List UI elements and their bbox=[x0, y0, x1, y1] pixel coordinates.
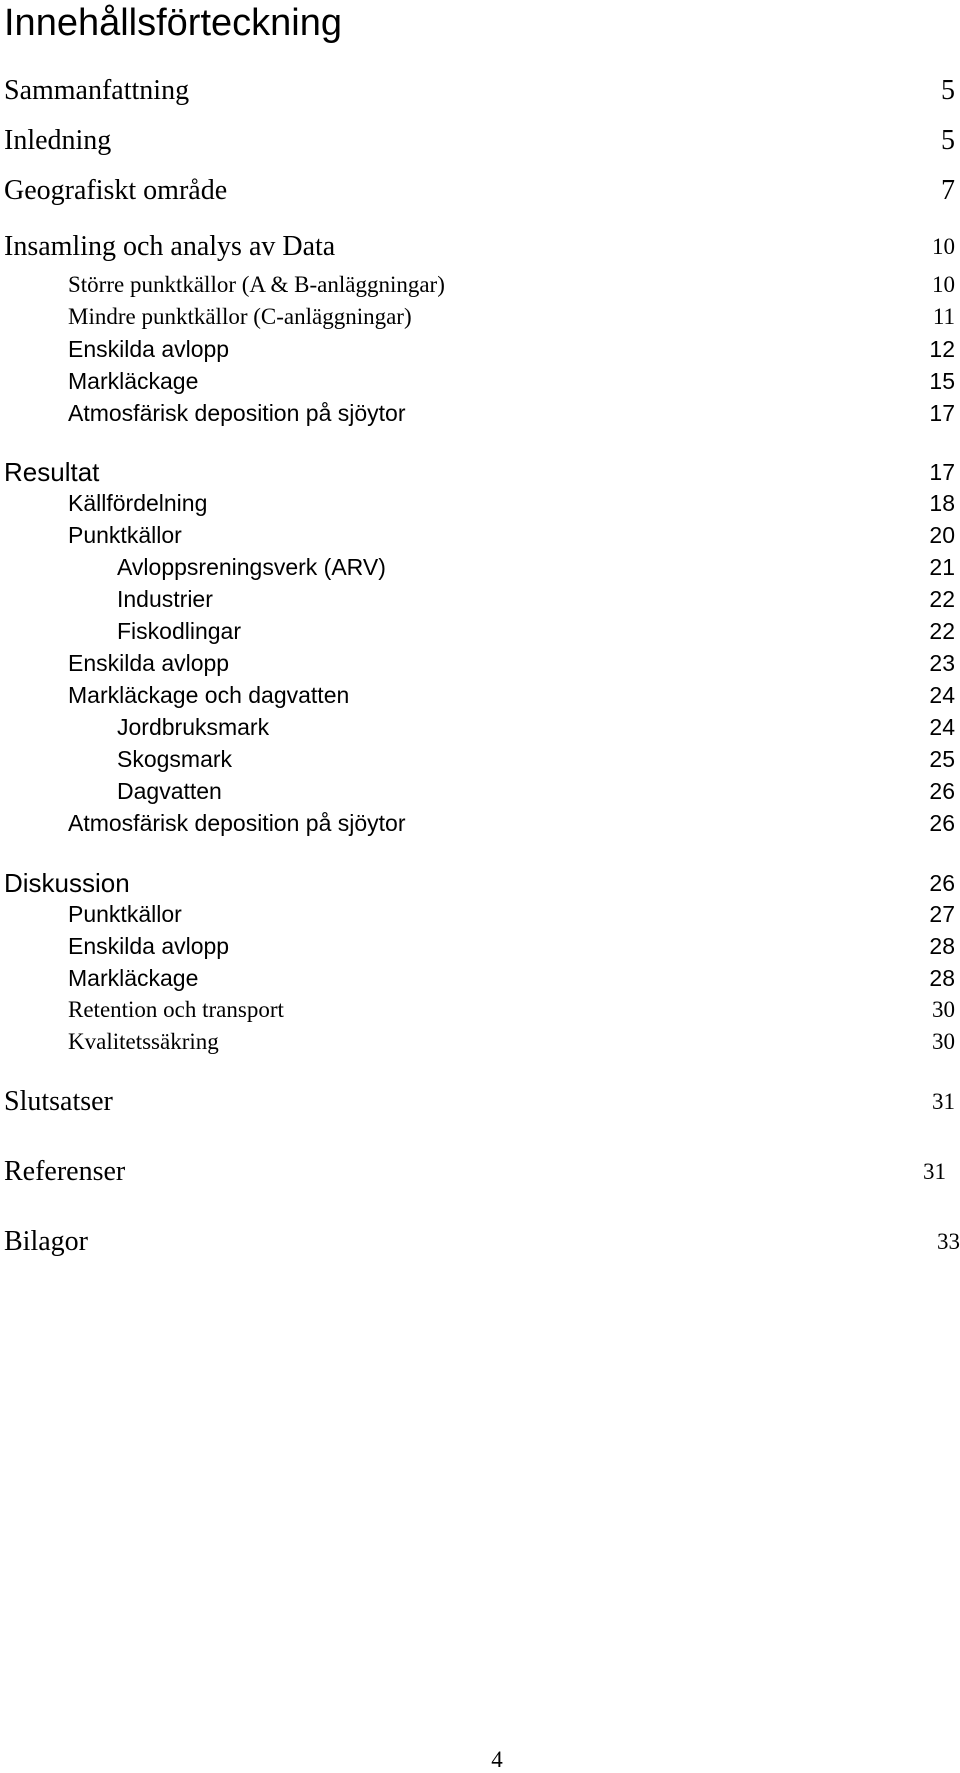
toc-entry-page: 11 bbox=[932, 304, 955, 329]
page-title: Innehållsförteckning bbox=[4, 2, 342, 44]
toc-entry-page: 27 bbox=[929, 901, 955, 927]
toc-entry-label: Referenser bbox=[4, 1156, 126, 1187]
toc-entry-page: 10 bbox=[932, 272, 955, 297]
toc-entry-label: Atmosfärisk deposition på sjöytor bbox=[68, 810, 406, 836]
toc-entry-page: 22 bbox=[929, 618, 955, 644]
toc-entry-page: 30 bbox=[932, 997, 955, 1022]
toc-entry-page: 26 bbox=[929, 778, 955, 804]
toc-entry-label: Geografiskt område bbox=[4, 175, 228, 206]
toc-entry-page: 31 bbox=[923, 1159, 946, 1184]
toc-entry-label: Mindre punktkällor (C-anläggningar) bbox=[68, 304, 412, 329]
toc-entry-page: 17 bbox=[929, 459, 955, 485]
toc-entry-page: 22 bbox=[929, 586, 955, 612]
toc-entry-page: 28 bbox=[929, 965, 955, 991]
toc-entry[interactable] bbox=[0, 1029, 960, 1071]
toc-entry-label: Enskilda avlopp bbox=[68, 933, 230, 959]
toc-entry-page: 24 bbox=[929, 682, 955, 708]
toc-entry-page: 20 bbox=[929, 522, 955, 548]
toc-entry-page: 33 bbox=[937, 1229, 960, 1254]
toc-entry[interactable] bbox=[0, 810, 960, 852]
toc-entry[interactable] bbox=[0, 1086, 960, 1124]
toc-entry-label: Retention och transport bbox=[68, 997, 284, 1022]
toc-entry-label: Enskilda avlopp bbox=[68, 336, 230, 362]
toc-entry-label: Atmosfärisk deposition på sjöytor bbox=[68, 400, 406, 426]
toc-entry-label: Punktkällor bbox=[68, 901, 182, 927]
toc-entry-page: 28 bbox=[929, 933, 955, 959]
toc-entry-label: Fiskodlingar bbox=[117, 618, 241, 644]
toc-entry[interactable] bbox=[0, 1156, 960, 1194]
toc-entry[interactable] bbox=[0, 125, 960, 157]
toc-entry-label: Punktkällor bbox=[68, 522, 182, 548]
toc-entry-label: Jordbruksmark bbox=[117, 714, 270, 740]
toc-entry-page: 15 bbox=[929, 368, 955, 394]
toc-entry-label: Kvalitetssäkring bbox=[68, 1029, 219, 1054]
toc-entry-page: 10 bbox=[932, 234, 955, 259]
toc-entry-page: 26 bbox=[929, 810, 955, 836]
toc-entry[interactable] bbox=[0, 1226, 960, 1264]
toc-entry-label: Resultat bbox=[4, 457, 100, 487]
toc-entry-label: Större punktkällor (A & B-anläggningar) bbox=[68, 272, 445, 297]
toc-entry-page: 26 bbox=[929, 870, 955, 896]
toc-entry-page: 12 bbox=[929, 336, 955, 362]
toc-entry[interactable] bbox=[0, 175, 960, 207]
toc-entry-label: Slutsatser bbox=[4, 1086, 113, 1117]
toc-entry-page: 25 bbox=[929, 746, 955, 772]
toc-entry-label: Källfördelning bbox=[68, 490, 208, 516]
toc-entry-label: Avloppsreningsverk (ARV) bbox=[117, 554, 386, 580]
toc-entry-page: 17 bbox=[929, 400, 955, 426]
toc-entry-label: Dagvatten bbox=[117, 778, 222, 804]
toc-entry-label: Insamling och analys av Data bbox=[4, 231, 336, 262]
toc-entry[interactable] bbox=[0, 400, 960, 442]
toc-entry-label: Industrier bbox=[117, 586, 213, 612]
toc-entry-page: 24 bbox=[929, 714, 955, 740]
toc-entry-page: 23 bbox=[929, 650, 955, 676]
toc-entry-label: Markläckage bbox=[68, 368, 199, 394]
toc-entry-page: 5 bbox=[941, 75, 955, 106]
toc-entry-page: 30 bbox=[932, 1029, 955, 1054]
toc-entry-label: Markläckage bbox=[68, 965, 199, 991]
toc-entry-label: Skogsmark bbox=[117, 746, 233, 772]
toc-entry-page: 5 bbox=[941, 125, 955, 156]
page-number: 4 bbox=[491, 1747, 503, 1772]
toc-entry-page: 31 bbox=[932, 1089, 955, 1114]
toc-entry-page: 7 bbox=[941, 175, 955, 206]
toc-entry-label: Diskussion bbox=[4, 868, 130, 898]
toc-entry-label: Markläckage och dagvatten bbox=[68, 682, 350, 708]
toc-entry[interactable] bbox=[0, 75, 960, 107]
toc-entry-label: Bilagor bbox=[4, 1226, 88, 1257]
toc-entry-label: Enskilda avlopp bbox=[68, 650, 230, 676]
toc-entry-page: 18 bbox=[929, 490, 955, 516]
toc-entry-page: 21 bbox=[929, 554, 955, 580]
toc-entry-label: Sammanfattning bbox=[4, 75, 190, 106]
toc-entry-label: Inledning bbox=[4, 125, 112, 156]
